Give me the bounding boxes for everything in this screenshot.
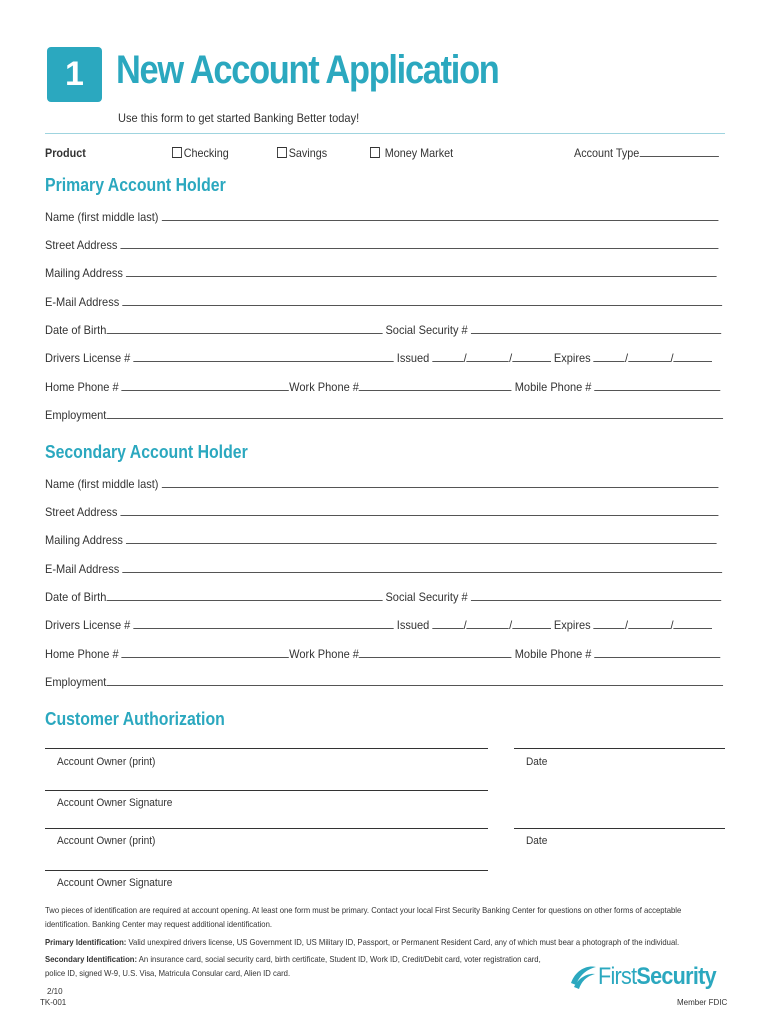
primary-phone-row[interactable]	[45, 380, 671, 396]
member-fdic: Member FDIC	[677, 998, 728, 1007]
primary-id-label: Primary Identification:	[45, 937, 127, 947]
mailing-label: Mailing Address	[45, 533, 123, 547]
primary-street-row[interactable]	[45, 238, 671, 254]
checkbox-icon[interactable]	[277, 147, 287, 158]
expires-label: Expires	[553, 618, 591, 632]
page-subtitle: Use this form to get started Banking Better today!	[118, 111, 360, 125]
date-label-1: Date	[526, 756, 548, 768]
email-label: E-Mail Address	[45, 562, 120, 576]
owner-print-label-2: Account Owner (print)	[57, 835, 156, 847]
dob-input-line[interactable]	[106, 590, 382, 601]
license-label: Drivers License #	[45, 618, 131, 632]
name-input-line[interactable]	[162, 477, 719, 488]
primary-id-list: Valid unexpired drivers license, US Government ID, US Military ID, Passport, or Permanent Resident Card, any of which must bear a photograph of the individual.	[126, 937, 680, 947]
first-security-swoosh-icon	[568, 963, 598, 991]
owner-signature-line-2[interactable]	[45, 870, 488, 871]
ssn-label: Social Security #	[385, 590, 468, 604]
dob-input-line[interactable]	[106, 323, 382, 334]
ssn-input-line[interactable]	[471, 323, 721, 334]
secondary-street-row[interactable]	[45, 505, 671, 521]
primary-license-row[interactable]: Drivers License # Issued / / Expires / /	[45, 351, 671, 367]
email-label: E-Mail Address	[45, 295, 120, 309]
owner-print-label-1: Account Owner (print)	[57, 756, 156, 768]
primary-holder-heading: Primary Account Holder	[45, 175, 226, 195]
license-input-line[interactable]	[133, 618, 393, 629]
secondary-name-row[interactable]	[45, 477, 671, 493]
secondary-phone-row[interactable]	[45, 647, 671, 663]
secondary-holder-heading: Secondary Account Holder	[45, 442, 248, 462]
home-phone-input-line[interactable]	[122, 380, 289, 391]
name-input-line[interactable]	[162, 210, 719, 221]
dob-label: Date of Birth	[45, 323, 107, 337]
employment-input-line[interactable]	[106, 675, 722, 686]
email-input-line[interactable]	[122, 295, 722, 306]
secondary-license-row[interactable]: Drivers License # Issued / / Expires / /	[45, 618, 671, 634]
email-input-line[interactable]	[122, 562, 722, 573]
work-phone-label: Work Phone #	[289, 380, 359, 394]
owner-print-line-1[interactable]	[45, 748, 488, 749]
primary-mailing-row[interactable]	[45, 266, 671, 282]
mailing-input-line[interactable]	[126, 533, 717, 544]
license-label: Drivers License #	[45, 351, 131, 365]
primary-name-row[interactable]	[45, 210, 671, 226]
work-phone-label: Work Phone #	[289, 647, 359, 661]
secondary-id-text	[45, 952, 556, 980]
street-input-line[interactable]	[120, 505, 718, 516]
dob-label: Date of Birth	[45, 590, 107, 604]
street-input-line[interactable]	[120, 238, 718, 249]
first-security-logo	[568, 962, 729, 992]
employment-input-line[interactable]	[106, 408, 722, 419]
street-label: Street Address	[45, 505, 118, 519]
home-phone-label: Home Phone #	[45, 647, 119, 661]
owner-print-line-2[interactable]	[45, 828, 488, 829]
header-divider	[45, 133, 725, 134]
date-line-1[interactable]	[514, 748, 725, 749]
mobile-phone-input-line[interactable]	[595, 647, 721, 658]
checkbox-icon[interactable]	[172, 147, 182, 158]
account-type-field[interactable]: Account Type	[574, 146, 718, 160]
secondary-id-list: An insurance card, social security card, birth certificate, Student ID, Work ID, Credit/Debit card, voter registration card, police ID, signed W-9, U.S. Visa, Matricula Consular card, Alien ID card.	[45, 954, 541, 978]
form-version: 2/10	[47, 987, 63, 996]
mobile-phone-input-line[interactable]	[595, 380, 721, 391]
authorization-heading: Customer Authorization	[45, 709, 225, 729]
name-label: Name (first middle last)	[45, 477, 159, 491]
secondary-email-row[interactable]	[45, 562, 671, 578]
money-market-option[interactable]: Money Market	[370, 146, 453, 160]
form-code: TK-001	[40, 998, 67, 1007]
issued-label: Issued	[396, 618, 430, 632]
ssn-input-line[interactable]	[471, 590, 721, 601]
mailing-input-line[interactable]	[126, 266, 717, 277]
license-input-line[interactable]	[133, 351, 393, 362]
employment-label: Employment	[45, 408, 107, 422]
mailing-label: Mailing Address	[45, 266, 123, 280]
logo-wordmark: FirstSecurity	[598, 963, 716, 990]
mobile-phone-label: Mobile Phone #	[514, 647, 592, 661]
secondary-mailing-row[interactable]	[45, 533, 671, 549]
mobile-phone-label: Mobile Phone #	[514, 380, 592, 394]
name-label: Name (first middle last)	[45, 210, 159, 224]
owner-signature-label-2: Account Owner Signature	[57, 877, 173, 889]
home-phone-input-line[interactable]	[122, 647, 289, 658]
product-row	[45, 146, 725, 162]
ssn-label: Social Security #	[385, 323, 468, 337]
owner-signature-line-1[interactable]	[45, 790, 488, 791]
issued-label: Issued	[396, 351, 430, 365]
checking-option[interactable]: Checking	[172, 146, 229, 160]
primary-dob-ssn-row[interactable]	[45, 323, 671, 339]
id-requirements-text: Two pieces of identification are required at account opening. At least one form must be primary. Contact your local First Security Banking Center for questions on other forms of acceptable identification. Banking Center may request additional identification.	[45, 905, 682, 929]
date-line-2[interactable]	[514, 828, 725, 829]
employment-label: Employment	[45, 675, 107, 689]
owner-signature-label-1: Account Owner Signature	[57, 797, 173, 809]
secondary-dob-ssn-row[interactable]	[45, 590, 671, 606]
secondary-id-label: Secondary Identification:	[45, 954, 138, 964]
checkbox-icon[interactable]	[370, 147, 380, 158]
street-label: Street Address	[45, 238, 118, 252]
secondary-employment-row[interactable]	[45, 675, 671, 691]
product-label: Product	[45, 146, 86, 160]
date-label-2: Date	[526, 835, 548, 847]
step-number-badge: 1	[47, 47, 102, 102]
primary-id-text	[45, 935, 726, 949]
primary-employment-row[interactable]	[45, 408, 671, 424]
savings-option[interactable]: Savings	[277, 146, 327, 160]
expires-label: Expires	[553, 351, 591, 365]
home-phone-label: Home Phone #	[45, 380, 119, 394]
primary-email-row[interactable]	[45, 295, 671, 311]
work-phone-input-line[interactable]	[359, 380, 512, 391]
work-phone-input-line[interactable]	[359, 647, 512, 658]
page-title: New Account Application	[116, 48, 499, 92]
